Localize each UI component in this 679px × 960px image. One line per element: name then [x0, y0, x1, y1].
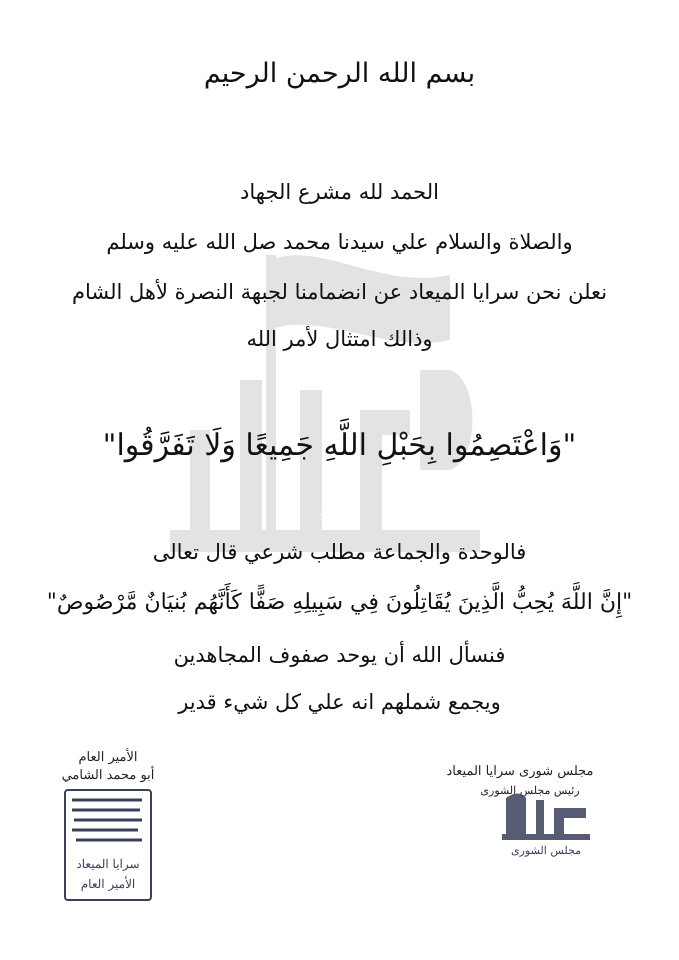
- left-signature-name: أبو محمد الشامي: [61, 768, 155, 783]
- intro-line: الحمد لله مشرع الجهاد: [240, 180, 439, 204]
- basmala: بسم الله الرحمن الرحيم: [203, 58, 476, 89]
- watermark-text: ميعاد: [319, 507, 341, 518]
- right-stamp-sub: مجلس الشورى: [511, 844, 581, 857]
- left-stamp: [62, 786, 154, 904]
- right-stamp: [500, 790, 592, 860]
- left-stamp-line1: سرايا الميعاد: [76, 857, 140, 871]
- intro-line: والصلاة والسلام علي سيدنا محمد صل الله عليه وسلم: [106, 230, 573, 254]
- quran-verse-2: "إِنَّ اللَّهَ يُحِبُّ الَّذِينَ يُقَاتِلُونَ فِي سَبِيلِهِ صَفًّا كَأَنَّهُم بُنيَانٌ مَّرْصُوصٌ": [46, 590, 633, 615]
- right-signature-council: مجلس شورى سرايا الميعاد: [446, 764, 594, 779]
- closing-line: ويجمع شملهم انه علي كل شيء قدير: [178, 690, 501, 714]
- quran-verse-1: "وَاعْتَصِمُوا بِحَبْلِ اللَّهِ جَمِيعًا وَلَا تَفَرَّقُوا": [102, 428, 577, 463]
- middle-line: فالوحدة والجماعة مطلب شرعي قال تعالى: [152, 540, 527, 564]
- intro-line: وذالك امتثال لأمر الله: [246, 327, 433, 351]
- right-signature-head: رئيس مجلس الشورى: [480, 784, 580, 797]
- closing-line: فنسأل الله أن يوحد صفوف المجاهدين: [173, 643, 506, 667]
- intro-line: نعلن نحن سرايا الميعاد عن انضمامنا لجبهة النصرة لأهل الشام: [71, 280, 608, 304]
- left-signature-title: الأمير العام: [78, 750, 138, 765]
- left-stamp-line2: الأمير العام: [80, 877, 136, 891]
